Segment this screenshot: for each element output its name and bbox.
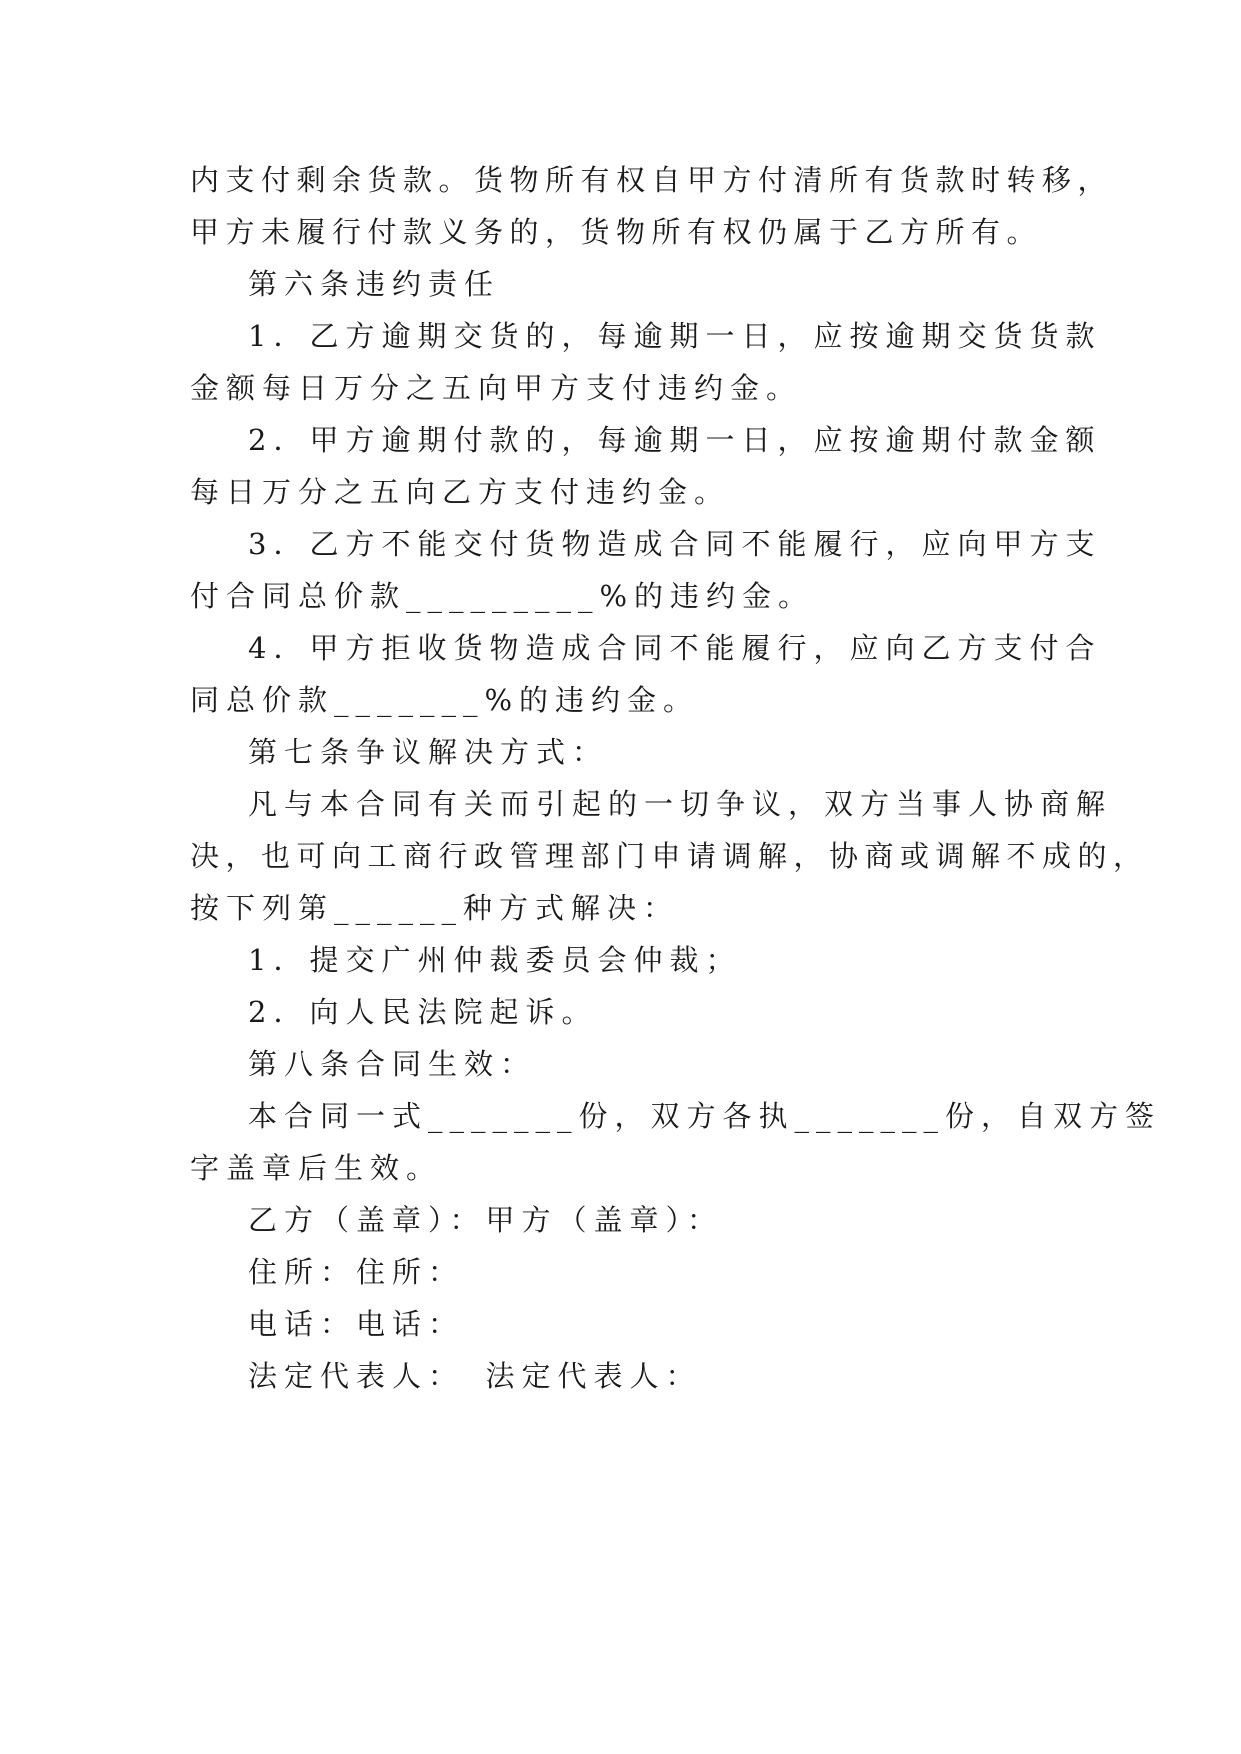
signature-address-line: 住所：住所：: [248, 1255, 465, 1289]
paragraph-line: 凡与本合同有关而引起的一切争议，双方当事人协商解: [248, 787, 1113, 821]
signature-phone-line: 电话：电话：: [248, 1307, 465, 1341]
paragraph-line: 每日万分之五向乙方支付违约金。: [190, 475, 731, 509]
paragraph-line: 决，也可向工商行政管理部门申请调解，协商或调解不成的，: [190, 839, 1149, 873]
paragraph-line: 1．乙方逾期交货的，每逾期一日，应按逾期交货货款: [248, 319, 1102, 353]
paragraph-line: 4．甲方拒收货物造成合同不能履行，应向乙方支付合: [248, 631, 1102, 665]
paragraph-line: 3．乙方不能交付货物造成合同不能履行，应向甲方支: [248, 527, 1102, 561]
list-item: 1．提交广州仲裁委员会仲裁；: [248, 943, 742, 977]
paragraph-line: 按下列第______种方式解决：: [190, 891, 680, 925]
paragraph-line: 付合同总价款_________%的违约金。: [190, 579, 815, 613]
section-heading: 第六条违约责任: [248, 267, 501, 301]
paragraph-line: 内支付剩余货款。货物所有权自甲方付清所有货款时转移，: [190, 163, 1114, 197]
section-heading: 第八条合同生效：: [248, 1047, 537, 1081]
list-item: 2．向人民法院起诉。: [248, 995, 598, 1029]
paragraph-line: 本合同一式_______份，双方各执_______份，自双方签: [248, 1099, 1162, 1133]
section-heading: 第七条争议解决方式：: [248, 735, 609, 769]
paragraph-line: 2．甲方逾期付款的，每逾期一日，应按逾期付款金额: [248, 423, 1102, 457]
paragraph-line: 甲方未履行付款义务的，货物所有权仍属于乙方所有。: [190, 215, 1043, 249]
paragraph-line: 同总价款_______%的违约金。: [190, 683, 700, 717]
paragraph-line: 金额每日万分之五向甲方支付违约金。: [190, 371, 803, 405]
signature-party-line: 乙方（盖章）：甲方（盖章）：: [248, 1203, 724, 1237]
signature-representative-line: 法定代表人： 法定代表人：: [248, 1359, 702, 1393]
paragraph-line: 字盖章后生效。: [190, 1151, 443, 1185]
